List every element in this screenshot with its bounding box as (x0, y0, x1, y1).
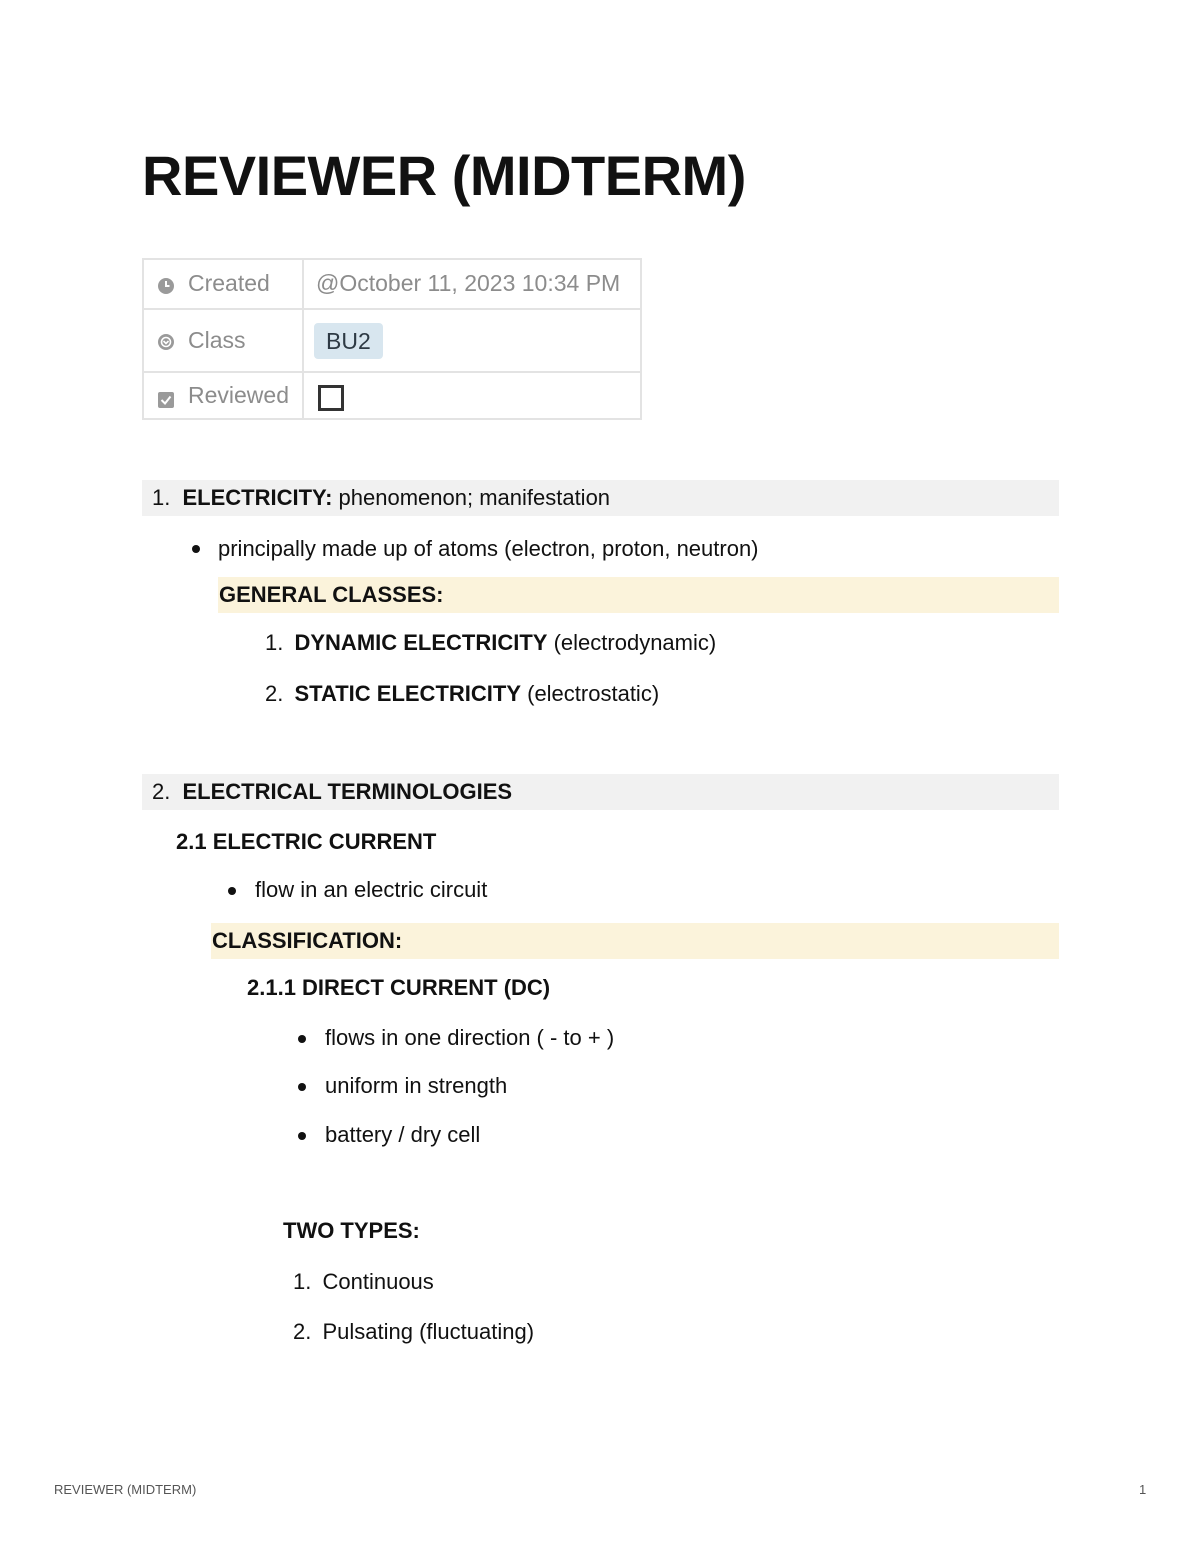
section-2-heading (152, 774, 512, 810)
select-icon (157, 333, 175, 351)
footer-title: REVIEWER (MIDTERM) (54, 1482, 197, 1497)
bullet-dot (298, 1035, 306, 1043)
bullet-dot (192, 545, 200, 553)
reviewed-checkbox[interactable] (318, 385, 344, 411)
property-row-created (144, 260, 640, 310)
created-date: @October 11, 2023 10:34 PM (316, 270, 621, 296)
property-label: Created (188, 270, 270, 296)
property-value (316, 373, 640, 420)
section-1-heading (152, 480, 610, 516)
list-number: 2. (293, 1319, 312, 1344)
property-key (144, 310, 304, 371)
property-key (144, 260, 304, 308)
page-title: REVIEWER (MIDTERM) (142, 144, 746, 207)
property-value[interactable] (314, 310, 640, 371)
item-text: Continuous (322, 1269, 434, 1294)
property-label: Class (188, 327, 246, 353)
property-value[interactable] (316, 260, 640, 308)
list-item: flow in an electric circuit (255, 877, 488, 902)
properties-table (142, 258, 642, 420)
heading-bold: ELECTRICITY: (182, 485, 333, 510)
list-item: flows in one direction ( - to + ) (325, 1025, 615, 1050)
property-row-class (144, 310, 640, 373)
clock-icon (157, 277, 175, 295)
list-item: battery / dry cell (325, 1122, 481, 1147)
list-item: principally made up of atoms (electron, proton, neutron) (218, 536, 759, 561)
list-item (293, 1314, 534, 1350)
item-text: (electrodynamic) (547, 630, 717, 655)
bullet-dot (298, 1132, 306, 1140)
item-bold: STATIC ELECTRICITY (294, 681, 521, 706)
item-text: (electrostatic) (521, 681, 660, 706)
subheading: 2.1.1 DIRECT CURRENT (DC) (247, 975, 551, 1000)
list-number: 1. (152, 485, 171, 510)
callout-text: GENERAL CLASSES: (219, 582, 444, 607)
property-key (144, 373, 304, 420)
page-number: 1 (1139, 1482, 1147, 1497)
item-text: Pulsating (fluctuating) (322, 1319, 535, 1344)
heading-text: phenomenon; manifestation (332, 485, 611, 510)
property-label: Reviewed (188, 382, 289, 408)
item-bold: DYNAMIC ELECTRICITY (294, 630, 548, 655)
list-item (293, 1264, 434, 1300)
list-number: 2. (265, 681, 284, 706)
bullet-dot (298, 1083, 306, 1091)
list-item: uniform in strength (325, 1073, 508, 1098)
bullet-dot (228, 887, 236, 895)
list-number: 2. (152, 779, 171, 804)
subheading: 2.1 ELECTRIC CURRENT (176, 829, 437, 854)
heading-bold: ELECTRICAL TERMINOLOGIES (182, 779, 513, 804)
property-row-reviewed (144, 373, 640, 420)
list-item (265, 625, 716, 661)
callout-text: CLASSIFICATION: (212, 928, 403, 953)
list-number: 1. (265, 630, 284, 655)
class-tag[interactable]: BU2 (314, 323, 383, 359)
list-number: 1. (293, 1269, 312, 1294)
checkbox-icon (157, 391, 175, 409)
subheading: TWO TYPES: (283, 1218, 420, 1243)
list-item (265, 676, 659, 712)
